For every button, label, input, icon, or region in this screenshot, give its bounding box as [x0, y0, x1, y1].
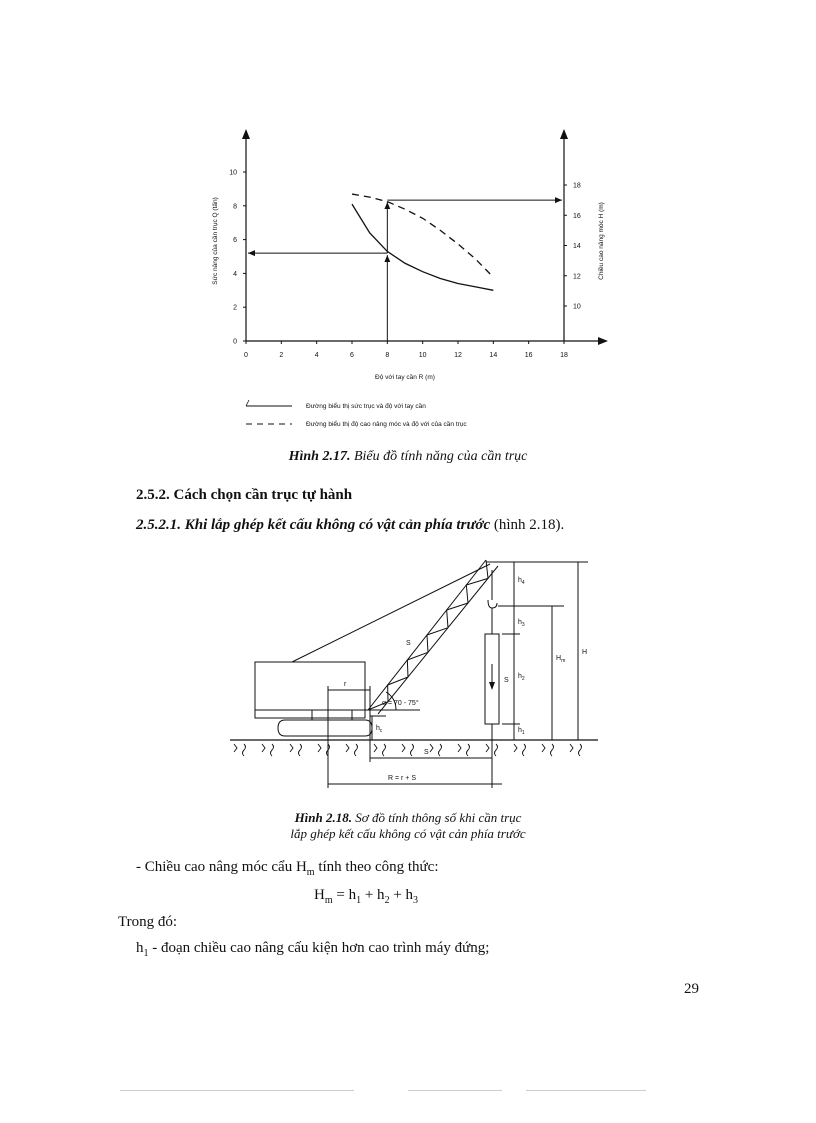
footer-rule-1 [120, 1090, 354, 1091]
paragraph-hm-post: tính theo công thức: [314, 859, 439, 875]
soil-mark [514, 744, 526, 756]
formula-plus2: + h [389, 887, 414, 903]
where-label: Trong đó: [118, 914, 178, 930]
figure-2-18-caption-line2: lắp ghép kết cấu không có vật cản phía trước [290, 826, 526, 841]
legend-solid-tick [246, 400, 249, 406]
figure-2-17-label: Hình 2.17. [288, 449, 351, 464]
x-tick-label: 10 [418, 352, 427, 359]
x-tick-label: 4 [314, 352, 319, 359]
crane-diagram [220, 548, 610, 803]
label-h1: $h_1$ [518, 727, 525, 736]
formula-lhs: H [314, 887, 325, 903]
lifting-capacity-curve [352, 204, 493, 290]
left-axis-label: Sức nâng của cần trục Q (tấn) [212, 197, 219, 285]
h1-symbol-sub: 1 [143, 948, 149, 959]
soil-mark [570, 744, 582, 756]
label-hc: $h_c$ [376, 725, 383, 734]
label-H: H [582, 649, 588, 656]
formula-hm [314, 887, 418, 906]
soil-mark [458, 744, 470, 756]
soil-mark [402, 744, 414, 756]
soil-mark [374, 744, 386, 756]
crane-track [278, 720, 372, 736]
left-tick-label: 8 [233, 203, 237, 211]
figure-2-17-caption [0, 449, 816, 465]
formula-lhs-sub: m [324, 895, 333, 906]
section-heading: 2.5.2. Cách chọn cần trục tự hành [136, 487, 353, 503]
right-axis-label: Chiều cao nâng móc H (m) [598, 202, 605, 280]
figure-2-18-label: Hình 2.18. [294, 810, 352, 825]
right-tick-label: 12 [573, 273, 581, 281]
left-axis-arrow [242, 129, 250, 139]
h1-symbol: h [136, 940, 144, 956]
soil-mark [430, 744, 442, 756]
h1-description: - đoạn chiều cao nâng cấu kiện hơn cao trình máy đứng; [148, 940, 490, 956]
label-R: R = r + S [388, 775, 417, 782]
x-tick-label: 8 [385, 352, 390, 359]
right-tick-label: 16 [573, 212, 581, 220]
crane-performance-chart [200, 125, 620, 385]
figure-2-18-text: Sơ đồ tính thông số khi cần trục [352, 810, 522, 825]
label-r: r [344, 681, 347, 688]
ground-hatching [234, 744, 582, 756]
label-h2: $h_2$ [518, 673, 525, 682]
figure-2-18-caption-line1 [0, 810, 816, 826]
page-number: 29 [684, 981, 699, 997]
label-hm: $H_m$ [556, 655, 566, 664]
formula-sub1: 1 [356, 895, 362, 906]
left-tick-label: 4 [233, 270, 237, 278]
h1-definition [136, 940, 489, 959]
paragraph-hm-sub: m [306, 867, 315, 878]
subsection-heading [136, 517, 564, 534]
x-axis-arrow [598, 337, 608, 345]
soil-mark [290, 744, 302, 756]
soil-mark [346, 744, 358, 756]
legend-solid-label: Đường biểu thị sức trục và độ với tay cần [306, 403, 426, 410]
formula-sub3: 3 [413, 895, 419, 906]
x-tick-label: 12 [454, 352, 462, 359]
soil-mark [262, 744, 274, 756]
x-tick-label: 0 [244, 352, 248, 359]
label-s-boom: S [406, 640, 411, 647]
left-tick-label: 6 [233, 237, 237, 245]
left-tick-label: 2 [233, 304, 237, 312]
formula-plus1: + h [361, 887, 385, 903]
left-tick-label: 0 [233, 338, 237, 346]
figure-2-17-text: Biểu đồ tính năng của cần trục [350, 449, 528, 464]
right-axis-arrow [560, 129, 568, 139]
boom-edge-2 [378, 566, 498, 714]
label-s-ground: S [424, 749, 429, 756]
label-s-load: S [504, 677, 509, 684]
legend-dashed-label: Đường biểu thị độ cao nâng móc và độ với của cần trục [306, 421, 467, 428]
figure-2-18-caption [0, 810, 816, 842]
x-tick-label: 14 [489, 352, 498, 359]
subsection-figure-ref: (hình 2.18). [490, 517, 565, 533]
formula-eq: = h [332, 887, 357, 903]
label-h3: $h_3$ [518, 619, 525, 628]
paragraph-hm [136, 859, 439, 878]
footer-rule-3 [526, 1090, 646, 1091]
load-arrow-head [489, 682, 495, 690]
formula-sub2: 2 [384, 895, 390, 906]
label-alpha: α = 70 - 75° [382, 700, 419, 707]
x-axis-label: Độ với tay cần R (m) [375, 374, 435, 381]
paragraph-hm-pre: - Chiều cao nâng móc cẩu H [136, 859, 307, 875]
x-tick-label: 2 [279, 352, 284, 359]
soil-mark [542, 744, 554, 756]
right-tick-label: 18 [573, 182, 581, 190]
x-tick-label: 18 [560, 352, 568, 359]
footer-rule-2 [408, 1090, 502, 1091]
hook [488, 600, 497, 608]
chart-legend [240, 395, 580, 435]
label-h4: $h_4$ [518, 577, 525, 586]
x-tick-label: 16 [524, 352, 533, 359]
soil-mark [234, 744, 246, 756]
x-tick-label: 6 [350, 352, 354, 359]
right-tick-label: 10 [573, 303, 581, 311]
subsection-title: 2.5.2.1. Khi lắp ghép kết cấu không có vật cản phía trước [136, 517, 491, 533]
right-tick-label: 14 [573, 243, 581, 250]
left-tick-label: 10 [229, 169, 237, 177]
